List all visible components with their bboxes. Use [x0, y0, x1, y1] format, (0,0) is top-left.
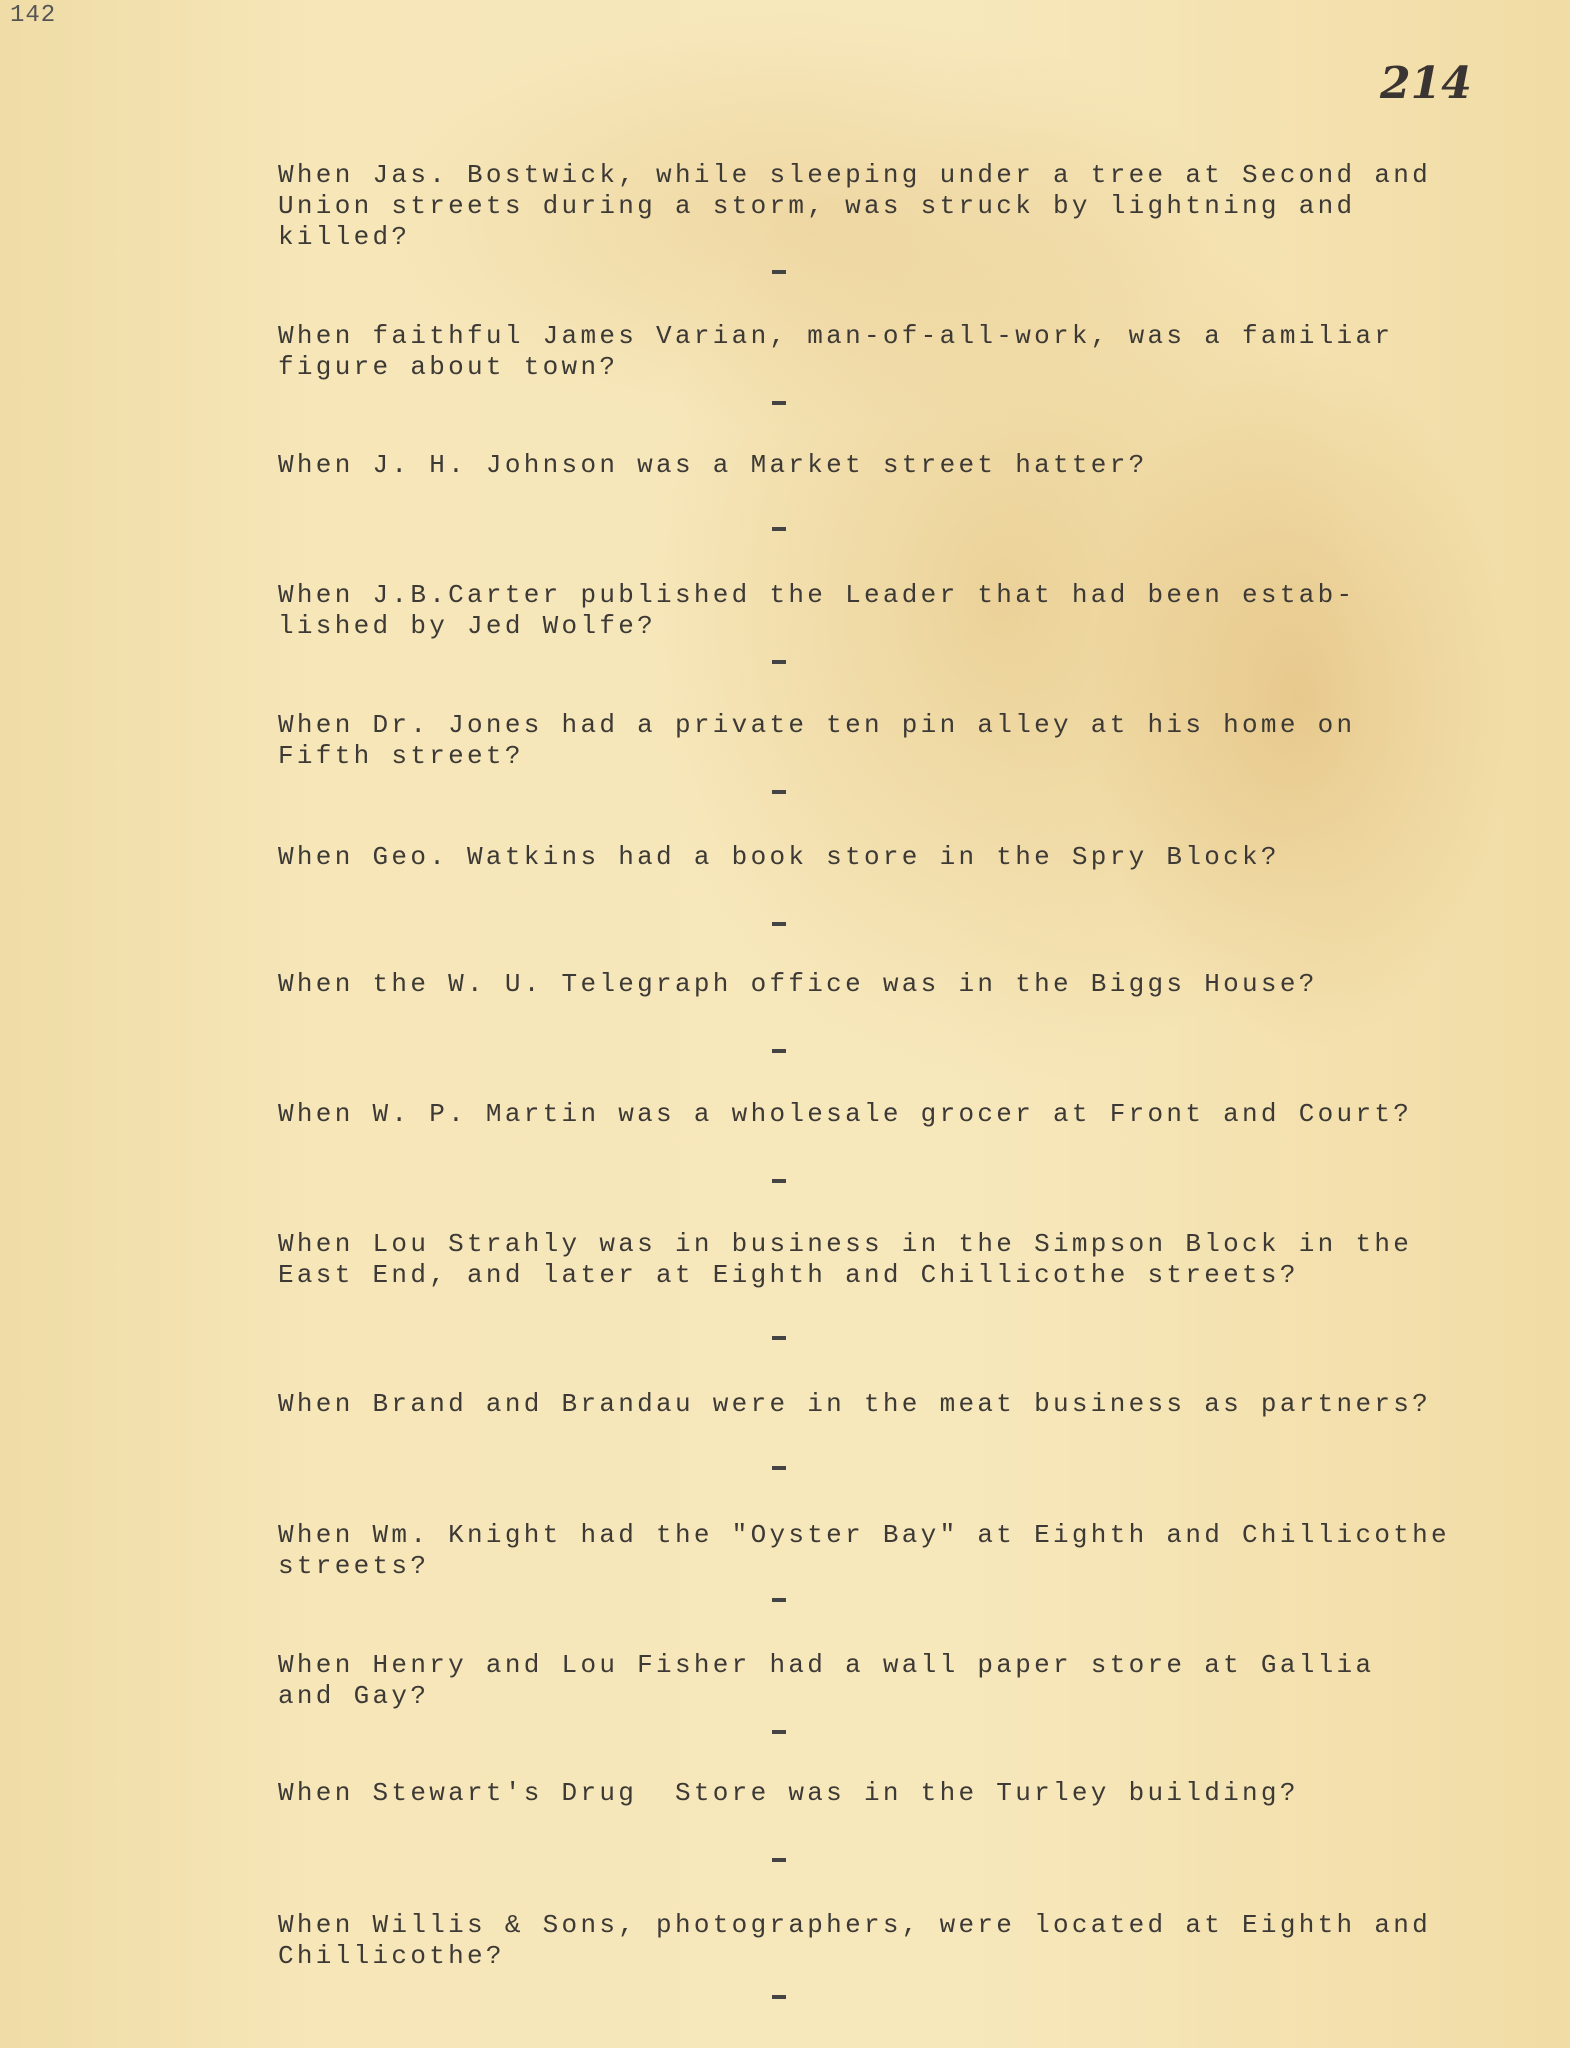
separator-dash: [772, 1466, 786, 1470]
question-line: and Gay?: [278, 1681, 430, 1711]
separator-dash: [772, 1598, 786, 1602]
question-line: Fifth street?: [278, 741, 524, 771]
question-line: When Lou Strahly was in business in the Simpson Block in the: [278, 1229, 1413, 1259]
question-line: lished by Jed Wolfe?: [278, 611, 657, 641]
question-line: figure about town?: [278, 352, 619, 382]
question-item: [278, 710, 1478, 772]
separator-dash: [772, 1336, 786, 1340]
question-item: [278, 1520, 1478, 1582]
page-number: 142: [10, 2, 57, 29]
separator-dash: [772, 401, 786, 405]
question-item: [278, 1910, 1478, 1972]
question-line: When W. P. Martin was a wholesale grocer at Front and Court?: [278, 1099, 1413, 1129]
separator-dash: [772, 527, 786, 531]
separator-dash: [772, 922, 786, 926]
question-line: streets?: [278, 1551, 430, 1581]
question-item: [278, 842, 1478, 873]
question-item: [278, 160, 1478, 253]
separator-dash: [772, 1730, 786, 1734]
question-line: When J. H. Johnson was a Market street hatter?: [278, 450, 1148, 480]
question-item: [278, 450, 1478, 481]
question-item: [278, 580, 1478, 642]
separator-dash: [772, 1049, 786, 1053]
question-line: When Stewart's Drug Store was in the Turley building?: [278, 1778, 1299, 1808]
question-line: killed?: [278, 222, 411, 252]
question-item: [278, 1229, 1478, 1291]
question-line: Chillicothe?: [278, 1941, 505, 1971]
question-item: [278, 969, 1478, 1000]
question-line: Union streets during a storm, was struck by lightning and: [278, 191, 1356, 221]
separator-dash: [772, 1995, 786, 1999]
question-line: When the W. U. Telegraph office was in the Biggs House?: [278, 969, 1318, 999]
question-line: When Geo. Watkins had a book store in the Spry Block?: [278, 842, 1280, 872]
question-line: When J.B.Carter published the Leader that had been estab-: [278, 580, 1356, 610]
question-line: When Brand and Brandau were in the meat business as partners?: [278, 1389, 1432, 1419]
question-item: [278, 1389, 1478, 1420]
separator-dash: [772, 790, 786, 794]
separator-dash: [772, 1179, 786, 1183]
question-line: East End, and later at Eighth and Chillicothe streets?: [278, 1260, 1299, 1290]
handwritten-page-number: 214: [1380, 58, 1472, 109]
question-line: When Wm. Knight had the "Oyster Bay" at Eighth and Chillicothe: [278, 1520, 1450, 1550]
separator-dash: [772, 1858, 786, 1862]
separator-dash: [772, 660, 786, 664]
question-line: When Dr. Jones had a private ten pin alley at his home on: [278, 710, 1356, 740]
question-line: When faithful James Varian, man-of-all-work, was a familiar: [278, 321, 1394, 351]
question-line: When Jas. Bostwick, while sleeping under a tree at Second and: [278, 160, 1432, 190]
question-line: When Willis & Sons, photographers, were located at Eighth and: [278, 1910, 1432, 1940]
question-item: [278, 321, 1478, 383]
question-item: [278, 1650, 1478, 1712]
separator-dash: [772, 270, 786, 274]
question-line: When Henry and Lou Fisher had a wall paper store at Gallia: [278, 1650, 1375, 1680]
question-item: [278, 1778, 1478, 1809]
question-item: [278, 1099, 1478, 1130]
